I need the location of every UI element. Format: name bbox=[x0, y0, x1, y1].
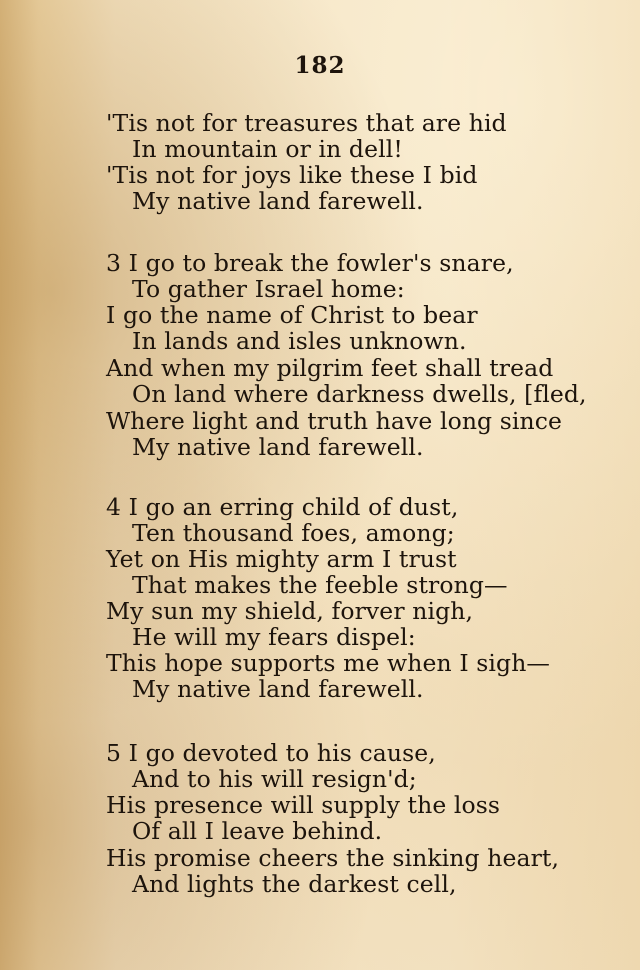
verse-line: This hope supports me when I sigh— bbox=[106, 649, 551, 677]
verse-line: Ten thousand foes, among; bbox=[132, 519, 455, 547]
verse-line: To gather Israel home: bbox=[132, 275, 405, 303]
verse-line: 'Tis not for treasures that are hid bbox=[106, 109, 507, 137]
verse-line: And to his will resign'd; bbox=[132, 765, 417, 793]
verse-line: 3 I go to break the fowler's snare, bbox=[106, 249, 514, 277]
verse-line: My native land farewell. bbox=[132, 675, 424, 703]
verse-line: My native land farewell. bbox=[132, 433, 424, 461]
verse-line: My sun my shield, forver nigh, bbox=[106, 597, 474, 625]
verse-line: In mountain or in dell! bbox=[132, 135, 403, 163]
verse-line: 'Tis not for joys like these I bid bbox=[106, 161, 478, 189]
verse-line: In lands and isles unknown. bbox=[132, 327, 467, 355]
verse-line: Of all I leave behind. bbox=[132, 817, 383, 845]
verse-line: 4 I go an erring child of dust, bbox=[106, 493, 459, 521]
verse-line: His promise cheers the sinking heart, bbox=[106, 844, 560, 872]
verse-line: His presence will supply the loss bbox=[106, 791, 501, 819]
page-number: 182 bbox=[294, 52, 346, 79]
verse-line: Yet on His mighty arm I trust bbox=[106, 545, 457, 573]
verse-line: 5 I go devoted to his cause, bbox=[106, 739, 436, 767]
verse-line: Where light and truth have long since bbox=[106, 407, 563, 435]
verse-line: And lights the darkest cell, bbox=[132, 870, 457, 898]
verse-line: And when my pilgrim feet shall tread bbox=[106, 354, 554, 382]
verse-line: On land where darkness dwells, [fled, bbox=[132, 380, 587, 408]
verse-line: My native land farewell. bbox=[132, 187, 424, 215]
verse-line: I go the name of Christ to bear bbox=[106, 301, 478, 329]
verse-line: That makes the feeble strong— bbox=[132, 571, 508, 599]
verse-line: He will my fears dispel: bbox=[132, 623, 416, 651]
